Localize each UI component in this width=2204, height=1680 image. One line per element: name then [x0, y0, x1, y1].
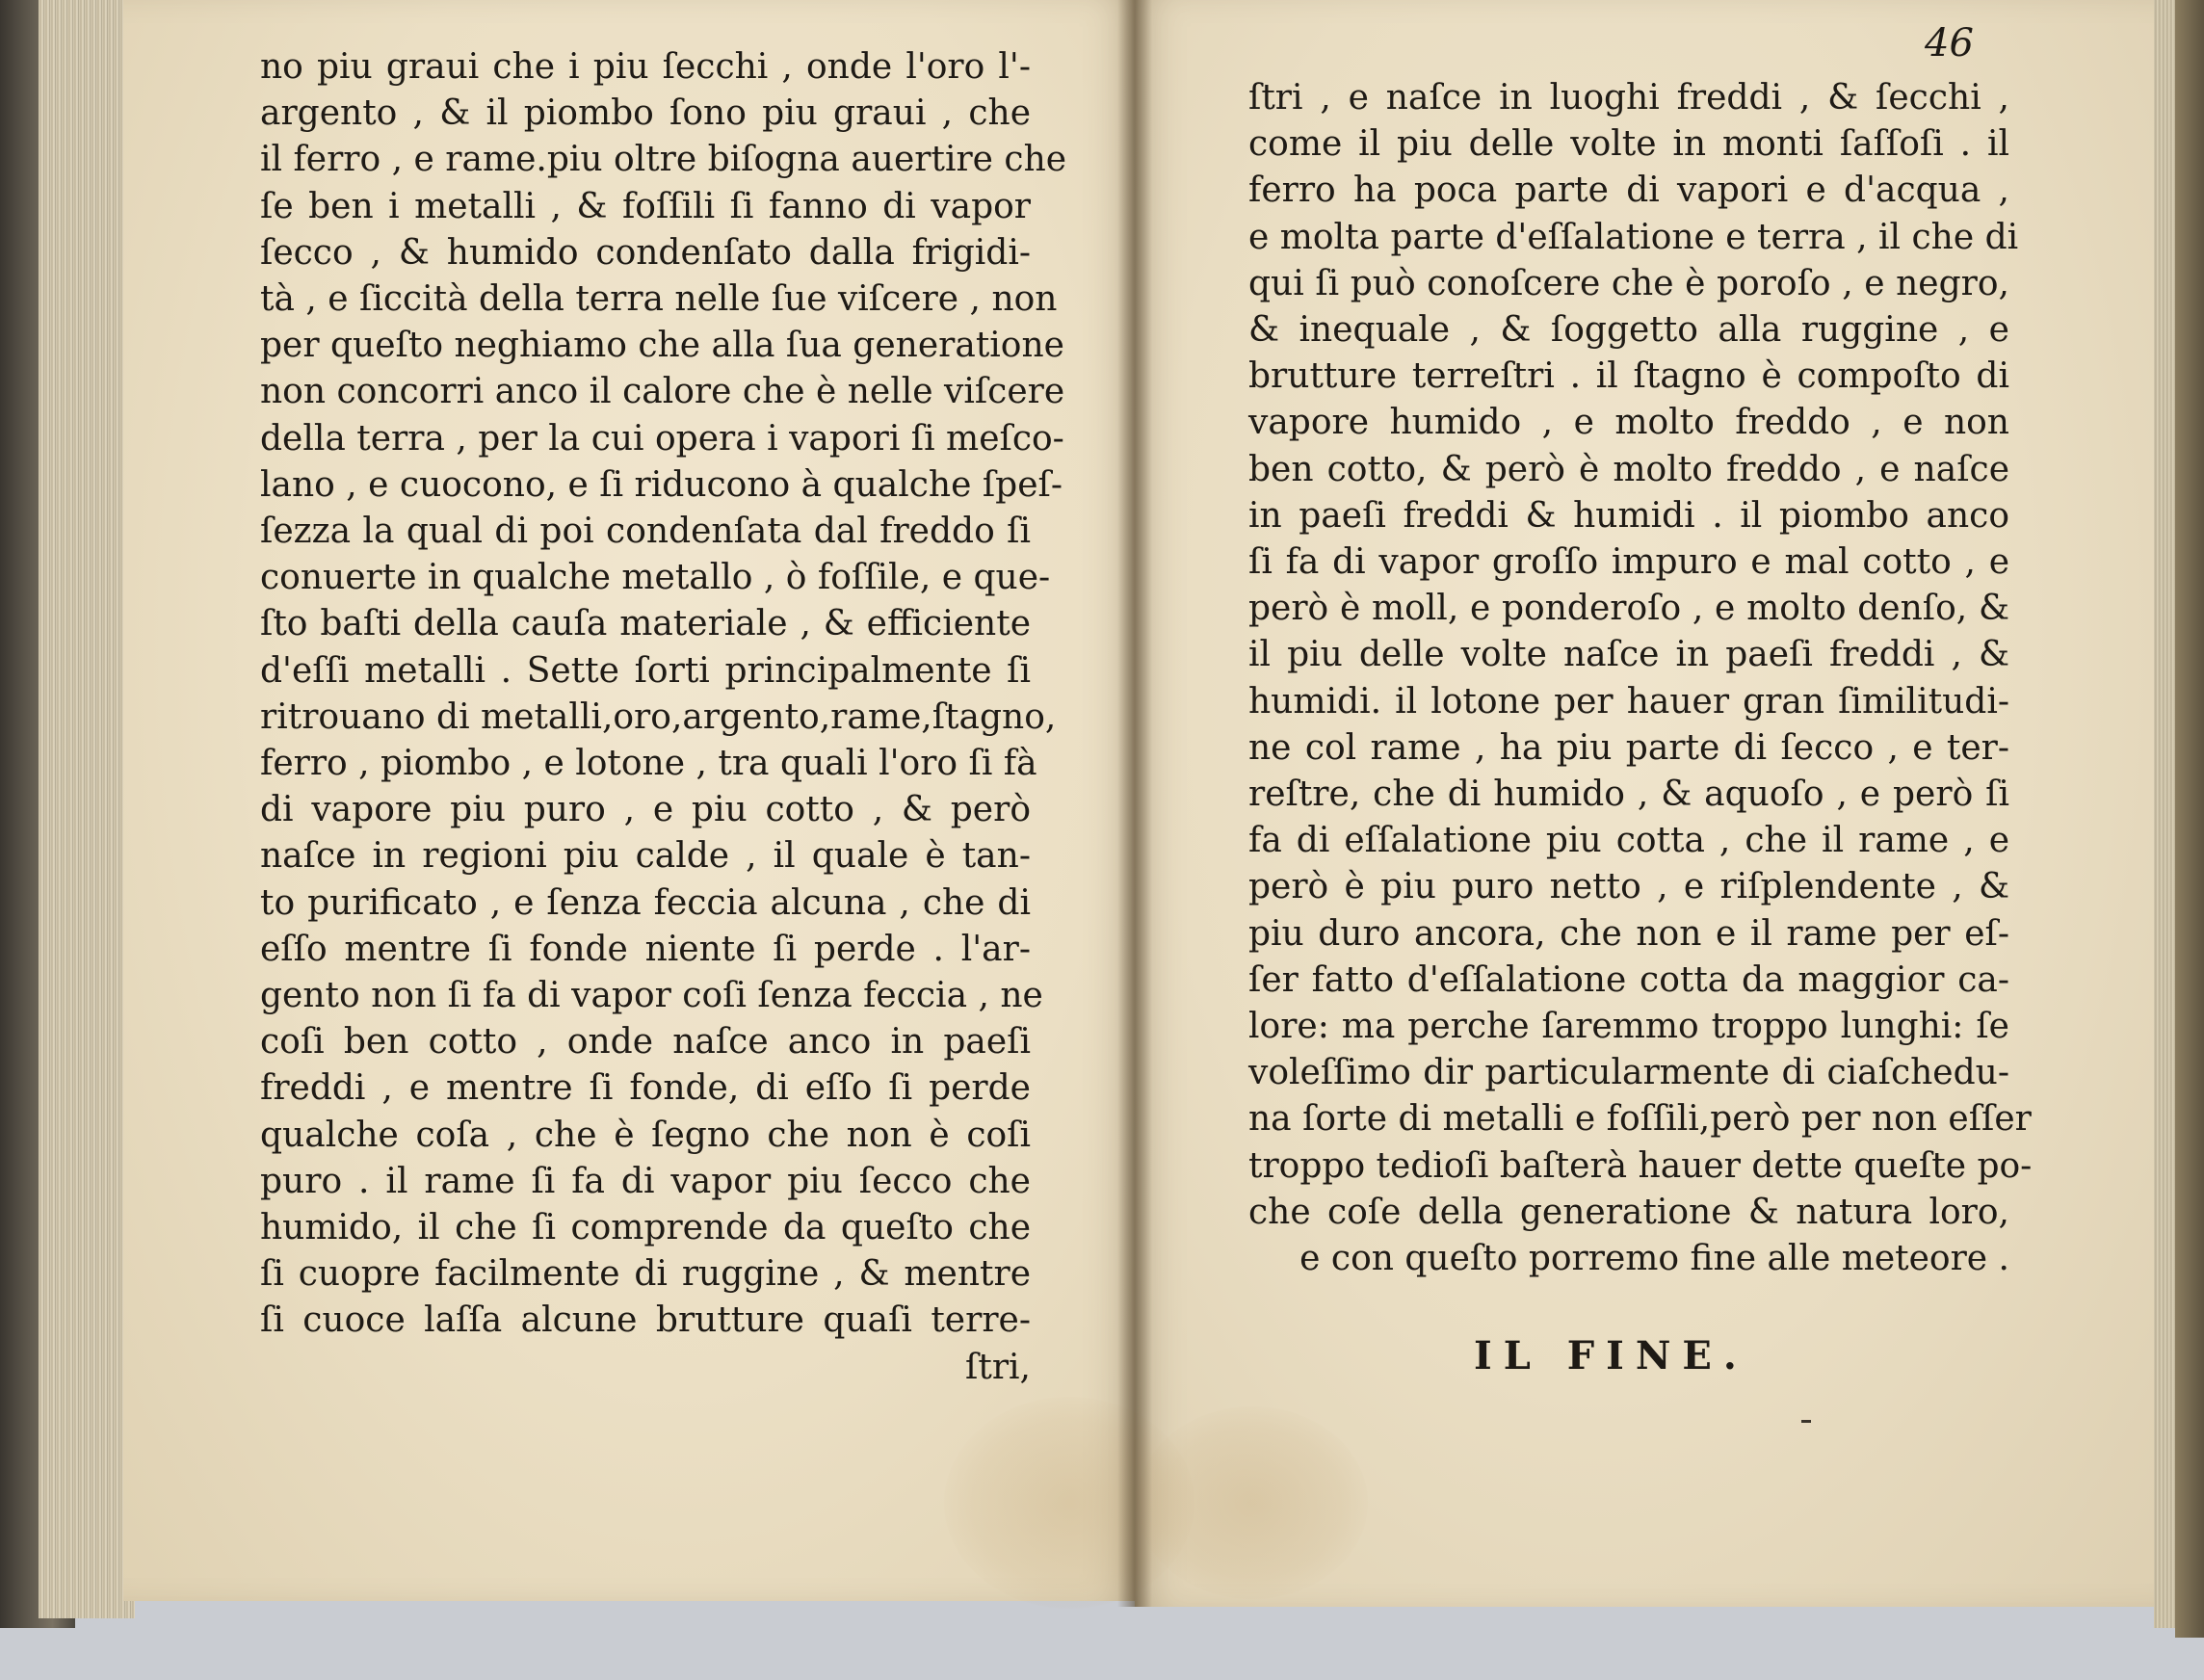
text-line: ſe ben i metalli , & foſſili ſi fanno di vapor: [260, 186, 1031, 226]
text-line: vapore humido , e molto freddo , e non: [1248, 403, 2009, 443]
text-line: non concorri anco il calore che è nelle viſcere: [260, 372, 1065, 412]
text-line: della terra , per la cui opera i vapori ſi meſco-: [260, 418, 1064, 459]
text-line: lano , e cuocono, e ſi riducono à qualche ſpeſ-: [260, 464, 1063, 505]
text-line: in paeſi freddi & humidi . il piombo anco: [1248, 495, 2009, 536]
text-line: gento non ſi fa di vapor coſi ſenza feccia , ne: [260, 976, 1043, 1016]
text-line: qualche coſa , che è ſegno che non è coſi: [260, 1115, 1031, 1155]
text-line: humidi. il lotone per hauer gran ſimilitudi-: [1248, 681, 2009, 722]
text-line: il ferro , e rame.piu oltre biſogna auertire che: [260, 140, 1067, 180]
text-line: naſce in regioni piu calde , il quale è tan-: [260, 836, 1031, 877]
text-line: coſi ben cotto , onde naſce anco in paeſi: [260, 1022, 1031, 1063]
text-line: d'eſſi metalli . Sette ſorti principalmente ſi: [260, 650, 1031, 691]
text-line: ſi cuopre facilmente di ruggine , & mentre: [260, 1254, 1031, 1295]
text-line: di vapore piu puro , e piu cotto , & però: [260, 790, 1031, 830]
text-line: no piu graui che i piu ſecchi , onde l'oro l'-: [260, 47, 1031, 87]
text-line: però è moll, e ponderoſo , e molto denſo, &: [1248, 589, 2009, 629]
ending-heading: IL FINE.: [1474, 1333, 1748, 1378]
text-line: ben cotto, & però è molto freddo , e naſce: [1248, 449, 2009, 489]
text-line: ſer fatto d'eſſalatione cotta da maggior ca-: [1248, 959, 2009, 1000]
text-line: freddi , e mentre ſi fonde, di eſſo ſi perde: [260, 1068, 1031, 1109]
text-line: ritrouano di metalli,oro,argento,rame,ſtagno,: [260, 696, 1057, 737]
book-cover-right: [2175, 0, 2204, 1638]
text-line: lore: ma perche ſaremmo troppo lunghi: ſe: [1248, 1007, 2009, 1047]
text-line: che coſe della generatione & natura loro,: [1248, 1192, 2009, 1232]
text-line: voleſſimo dir particularmente di ciaſchedu-: [1248, 1053, 2009, 1093]
water-stain-right: [1137, 1406, 1368, 1599]
text-line: tà , e ſiccità della terra nelle ſue viſcere , non: [260, 279, 1058, 320]
printer-mark: [1801, 1420, 1811, 1423]
right-page-text: [1248, 75, 2033, 1282]
page-edges-left: [39, 0, 135, 1618]
text-line: piu duro ancora, che non e il rame per eſ-: [1248, 913, 2009, 954]
text-line: come il piu delle volte in monti ſaſſoſi . il: [1248, 124, 2009, 165]
text-line: fa di eſſalatione piu cotta , che il rame , e: [1248, 821, 2009, 861]
text-line: ſezza la qual di poi condenſata dal freddo ſi: [260, 512, 1031, 552]
text-line: reſtre, che di humido , & aquoſo , e però ſi: [1248, 774, 2009, 815]
text-line: eſſo mentre ſi fonde niente ſi perde . l'ar-: [260, 929, 1031, 969]
text-line: humido, il che ſi comprende da queſto che: [260, 1208, 1031, 1248]
text-line: per queſto neghiamo che alla ſua generatione: [260, 326, 1064, 366]
page-number: 46: [1925, 21, 1974, 66]
text-line: troppo tedioſi baſterà hauer dette queſte po-: [1248, 1145, 2033, 1186]
text-line: ſtri , e naſce in luoghi freddi , & ſecchi ,: [1248, 78, 2009, 118]
left-page-text: [260, 44, 1067, 1391]
text-line: ſi cuoce laſſa alcune brutture quaſi terre-: [260, 1300, 1031, 1341]
text-line: e con queſto porremo fine alle meteore .: [1299, 1239, 2009, 1279]
text-line: e molta parte d'eſſalatione e terra , il che di: [1248, 217, 2019, 257]
text-line: ne col rame , ha piu parte di ſecco , e ter-: [1248, 727, 2009, 768]
text-line: argento , & il piombo ſono piu graui , che: [260, 93, 1031, 134]
text-line: ſtri,: [965, 1347, 1031, 1387]
text-line: & inequale , & ſoggetto alla ruggine , e: [1248, 310, 2009, 351]
text-line: però è piu puro netto , e riſplendente , &: [1248, 867, 2009, 907]
text-line: conuerte in qualche metallo , ò foſſile, e que-: [260, 558, 1051, 598]
text-line: ferro , piombo , e lotone , tra quali l'oro ſi fà: [260, 744, 1037, 784]
text-line: na ſorte di metalli e foſſili,però per non eſſer: [1248, 1099, 2032, 1140]
book-gutter: [1117, 0, 1152, 1607]
text-line: ſto baſti della cauſa materiale , & efficiente: [260, 604, 1031, 644]
text-line: ſi fa di vapor groſſo impuro e mal cotto , e: [1248, 542, 2009, 583]
text-line: ferro ha poca parte di vapori e d'acqua ,: [1248, 171, 2009, 211]
text-line: to purificato , e ſenza feccia alcuna , che di: [260, 882, 1031, 923]
text-line: il piu delle volte naſce in paeſi freddi , &: [1248, 635, 2009, 675]
text-line: brutture terreſtri . il ſtagno è compoſto di: [1248, 356, 2009, 397]
text-line: puro . il rame ſi fa di vapor piu ſecco che: [260, 1161, 1031, 1201]
text-line: ſecco , & humido condenſato dalla frigidi-: [260, 232, 1031, 273]
text-line: qui ſi può conoſcere che è poroſo , e negro,: [1248, 263, 2009, 303]
